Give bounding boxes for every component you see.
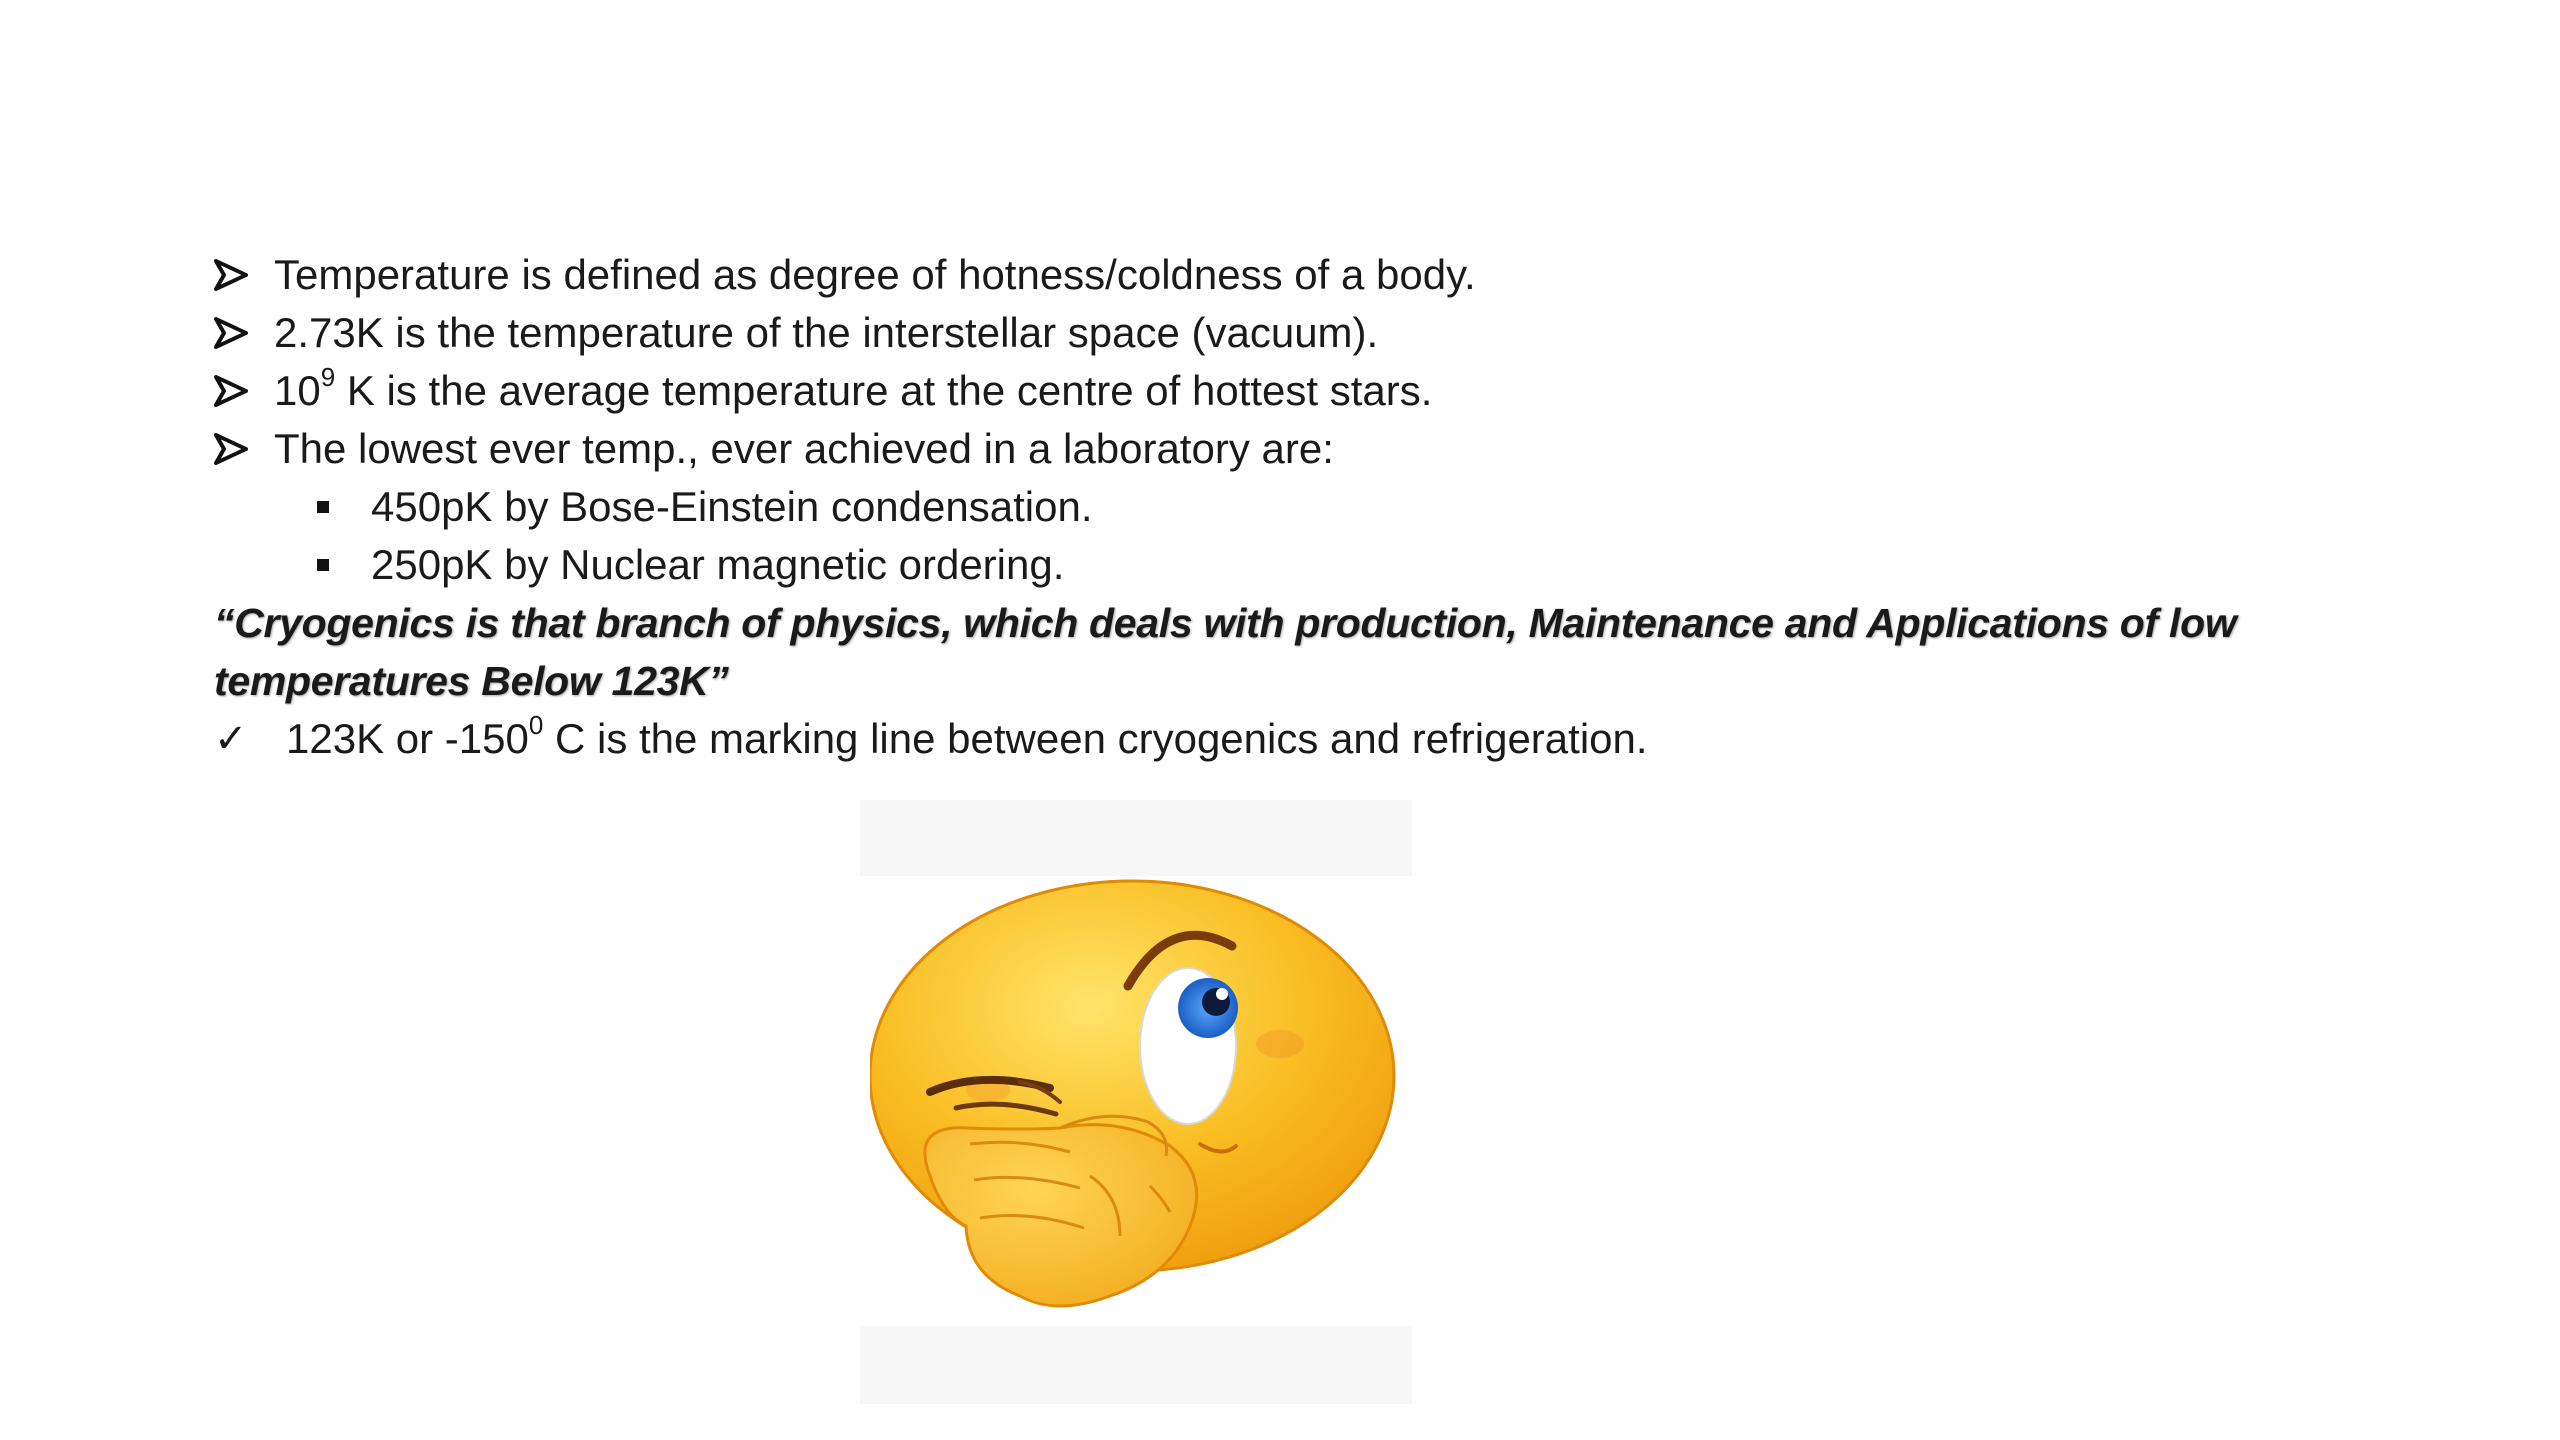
bullet-item xyxy=(214,304,2414,362)
bullet-item xyxy=(214,362,2414,420)
sub-bullet-text: 250pK by Nuclear magnetic ordering. xyxy=(371,541,1065,588)
thinking-winking-emoji-icon xyxy=(870,876,1402,1326)
arrow-bullet-icon xyxy=(214,362,250,420)
square-bullet-icon xyxy=(317,501,329,513)
superscript-exponent: 9 xyxy=(320,362,336,392)
arrow-bullet-icon xyxy=(214,246,250,304)
sub-bullet-item xyxy=(214,536,2414,594)
slide-content xyxy=(214,246,2414,768)
check-item xyxy=(214,710,2414,768)
sub-bullet-text: 450pK by Bose-Einstein condensation. xyxy=(371,483,1093,530)
bullet-text-base: 10 xyxy=(274,367,321,414)
bullet-text: Temperature is defined as degree of hotness/coldness of a body. xyxy=(274,251,1476,298)
bullet-item xyxy=(214,246,2414,304)
bullet-item xyxy=(214,420,2414,478)
bullet-text: 2.73K is the temperature of the interstellar space (vacuum). xyxy=(274,309,1379,356)
superscript-degree: 0 xyxy=(528,710,544,740)
sub-bullet-item xyxy=(214,478,2414,536)
checkmark-icon: ✓ xyxy=(214,716,248,762)
arrow-bullet-icon xyxy=(214,304,250,362)
image-top-band xyxy=(860,800,1412,876)
emoji-image xyxy=(860,800,1412,1404)
square-bullet-icon xyxy=(317,559,329,571)
image-bottom-band xyxy=(860,1326,1412,1404)
definition-quote: “Cryogenics is that branch of physics, which deals with production, Maintenance and Applications of low temperatures Below 123K” xyxy=(214,600,2237,704)
check-text-base: 123K or -150 xyxy=(286,715,529,762)
check-text: C is the marking line between cryogenics and refrigeration. xyxy=(543,715,1648,762)
bullet-text: The lowest ever temp., ever achieved in a laboratory are: xyxy=(274,425,1334,472)
bullet-text: K is the average temperature at the centre of hottest stars. xyxy=(335,367,1433,414)
arrow-bullet-icon xyxy=(214,420,250,478)
